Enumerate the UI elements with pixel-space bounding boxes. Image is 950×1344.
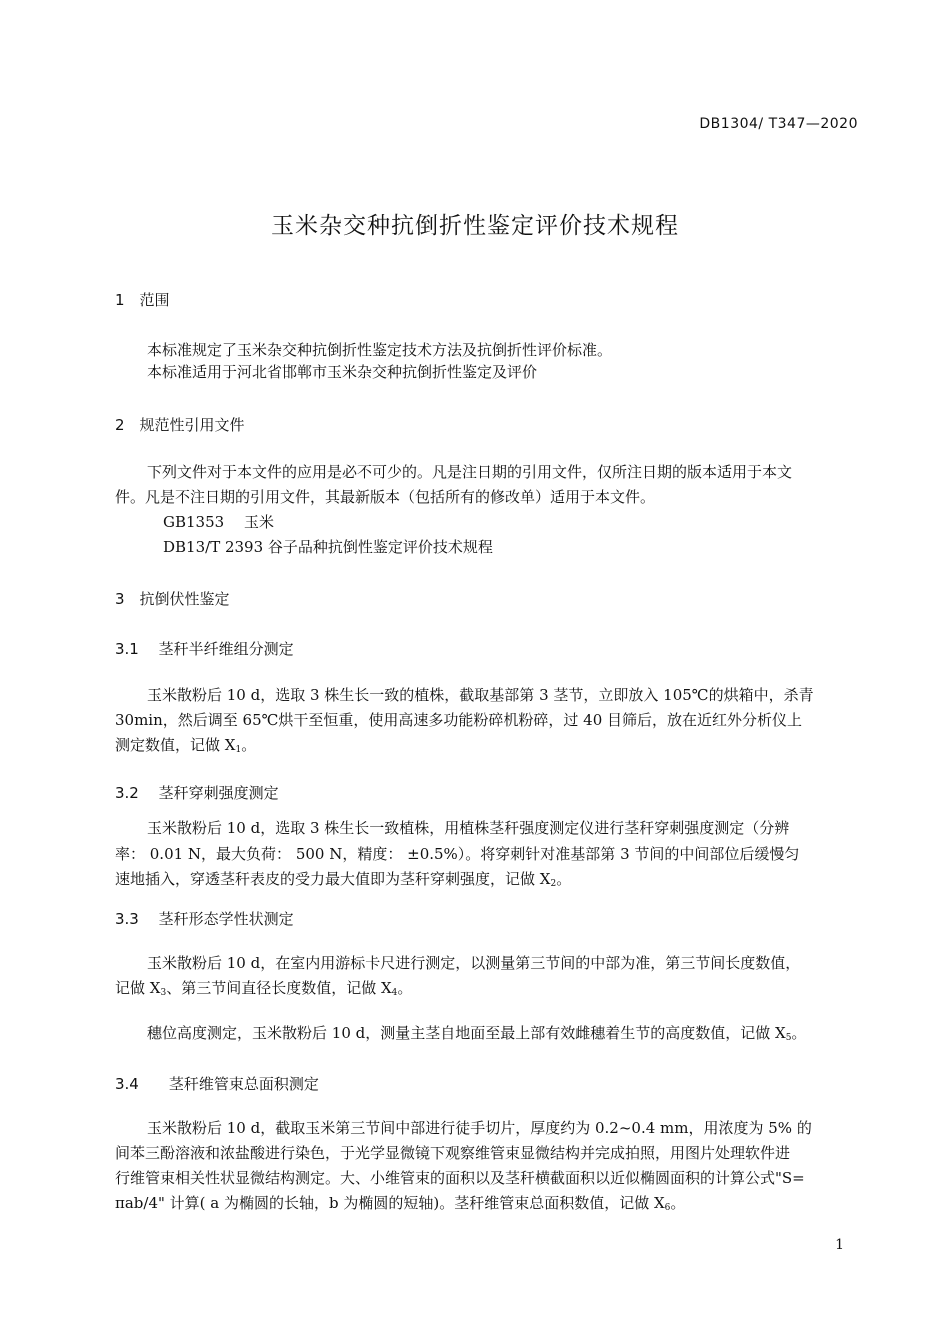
section-3-3-line-2-end: 。 [397, 979, 413, 997]
section-3-4-line-4-end: 。 [670, 1194, 686, 1212]
section-3-3-line-2 [115, 974, 412, 1007]
x3-subscript: 3 [160, 988, 167, 998]
section-3-2-line-2: 率： 0.01 N，最大负荷： 500 N，精度： ±0.5%）。将穿刺针对准基部第 3 节间的中间部位后缓慢匀 [115, 845, 800, 863]
x4-subscript: 4 [391, 988, 398, 998]
section-3-3-line-2-text-b: 、第三节间直径长度数值，记做 X [166, 979, 392, 997]
x1-subscript: 1 [235, 745, 242, 755]
section-2-paragraph-line-2: 件。凡是不注日期的引用文件，其最新版本（包括所有的修改单）适用于本文件。 [115, 488, 656, 506]
section-3-2-line-3-text: 速地插入，穿透茎秆表皮的受力最大值即为茎秆穿刺强度，记做 X [115, 870, 551, 888]
section-3-2-line-3-end: 。 [556, 870, 572, 888]
x5-subscript: 5 [785, 1033, 792, 1043]
reference-gb1353: GB1353 玉米 [163, 513, 274, 531]
reference-db13-2393: DB13/T 2393 谷子品种抗倒性鉴定评价技术规程 [163, 538, 493, 556]
document-title: 玉米杂交种抗倒折性鉴定评价技术规程 [271, 213, 679, 239]
section-3-1-line-3-text: 测定数值，记做 X [115, 736, 236, 754]
section-3-1-line-1: 玉米散粉后 10 d，选取 3 株生长一致的植株，截取基部第 3 茎节，立即放入 105℃的烘箱中，杀青 [147, 686, 814, 704]
section-3-3-line-1: 玉米散粉后 10 d，在室内用游标卡尺进行测定，以测量第三节间的中部为准，第三节间长度数值， [147, 954, 801, 972]
x2-subscript: 2 [550, 879, 557, 889]
section-3-2-line-3 [115, 865, 571, 898]
section-3-1-line-3-end: 。 [241, 736, 257, 754]
section-3-heading: 3 抗倒伏性鉴定 [115, 590, 230, 608]
section-3-1-line-3 [115, 731, 256, 764]
section-2-paragraph-line-1: 下列文件对于本文件的应用是必不可少的。凡是注日期的引用文件，仅所注日期的版本适用于本文 [147, 463, 793, 481]
section-3-2-heading: 3.2 茎秆穿刺强度测定 [115, 784, 279, 802]
section-1-paragraph-2: 本标准适用于河北省邯郸市玉米杂交种抗倒折性鉴定及评价 [147, 363, 538, 381]
page-number: 1 [835, 1237, 844, 1253]
section-3-3-line-2-text-a: 记做 X [115, 979, 161, 997]
section-3-4-heading: 3.4 茎秆维管束总面积测定 [115, 1075, 319, 1093]
section-3-4-line-4-text: πab/4" 计算( a 为椭圆的长轴，b 为椭圆的短轴)。茎秆维管束总面积数值，记做 X [115, 1194, 665, 1212]
section-3-3-paragraph-2-end: 。 [791, 1024, 807, 1042]
section-3-2-line-1: 玉米散粉后 10 d，选取 3 株生长一致植株，用植株茎秆强度测定仪进行茎秆穿刺强度测定（分辨 [147, 819, 790, 837]
section-3-4-line-2: 间苯三酚溶液和浓盐酸进行染色，于光学显微镜下观察维管束显微结构并完成拍照，用图片处理软件进 [115, 1144, 791, 1162]
x6-subscript: 6 [664, 1203, 671, 1213]
section-1-heading: 1 范围 [115, 291, 170, 309]
section-3-3-paragraph-2-text: 穗位高度测定，玉米散粉后 10 d，测量主茎自地面至最上部有效雌穗着生节的高度数值，记做 X [147, 1024, 786, 1042]
section-2-heading: 2 规范性引用文件 [115, 416, 245, 434]
section-3-3-heading: 3.3 茎秆形态学性状测定 [115, 910, 294, 928]
section-1-paragraph-1: 本标准规定了玉米杂交种抗倒折性鉴定技术方法及抗倒折性评价标准。 [147, 341, 613, 359]
section-3-3-paragraph-2 [147, 1019, 806, 1052]
section-3-4-line-4 [115, 1189, 685, 1222]
section-3-4-line-1: 玉米散粉后 10 d，截取玉米第三节间中部进行徒手切片，厚度约为 0.2~0.4 mm，用浓度为 5% 的 [147, 1119, 812, 1137]
section-3-4-line-3: 行维管束相关性状显微结构测定。大、小维管束的面积以及茎秆横截面积以近似椭圆面积的计算公式"S= [115, 1169, 805, 1187]
section-3-1-heading: 3.1 茎秆半纤维组分测定 [115, 640, 294, 658]
document-code: DB1304/ T347—2020 [699, 116, 858, 132]
section-3-1-line-2: 30min，然后调至 65℃烘干至恒重，使用高速多功能粉碎机粉碎，过 40 目筛后，放在近红外分析仪上 [115, 711, 803, 729]
